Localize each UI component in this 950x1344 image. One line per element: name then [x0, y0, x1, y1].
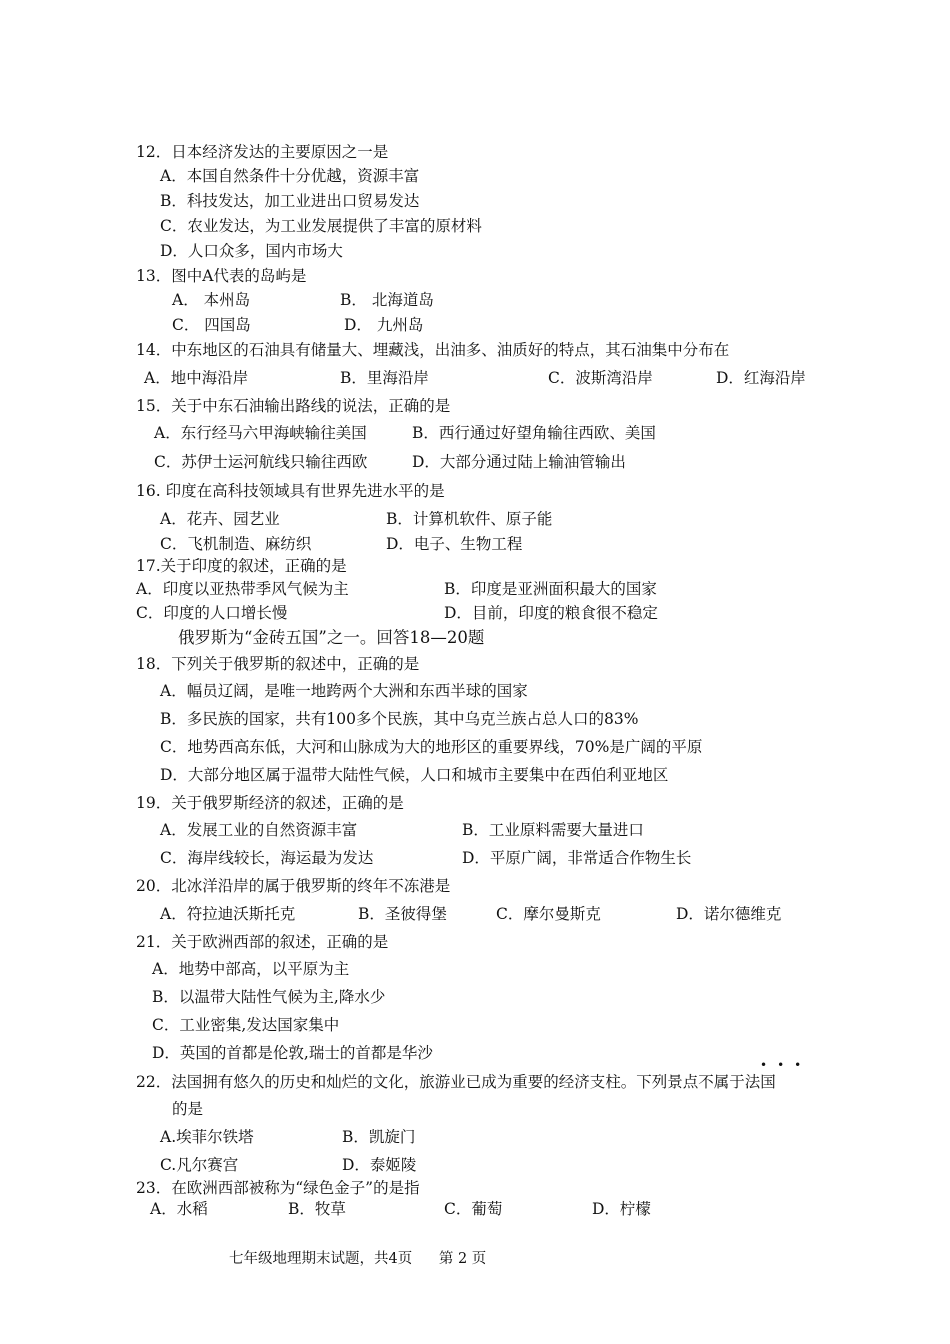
q20-option-d: D．诺尔德维克 [676, 905, 782, 923]
q12-option-b: B．科技发达，加工业进出口贸易发达 [160, 192, 420, 210]
q16-option-b: B．计算机软件、原子能 [386, 510, 553, 528]
q17-option-d: D．目前，印度的粮食很不稳定 [444, 604, 658, 622]
q12-option-a: A．本国自然条件十分优越，资源丰富 [160, 167, 420, 185]
q21-option-b: B．以温带大陆性气候为主,降水少 [152, 988, 386, 1006]
q21-option-a: A．地势中部高，以平原为主 [152, 960, 350, 978]
q14-option-d: D．红海沿岸 [716, 369, 806, 387]
q19-option-d: D．平原广阔，非常适合作物生长 [462, 849, 692, 867]
q20-stem: 20．北冰洋沿岸的属于俄罗斯的终年不冻港是 [136, 877, 451, 895]
q14-option-c: C．波斯湾沿岸 [548, 369, 653, 387]
q14-option-a: A．地中海沿岸 [144, 369, 249, 387]
q22-option-d: D．泰姬陵 [342, 1156, 417, 1174]
q16-option-c: C．飞机制造、麻纺织 [160, 535, 312, 553]
q22-option-c: C.凡尔赛宫 [160, 1156, 239, 1174]
q15-option-a: A．东行经马六甲海峡输往美国 [154, 424, 367, 442]
q19-option-c: C．海岸线较长，海运最为发达 [160, 849, 374, 867]
q23-stem: 23．在欧洲西部被称为“绿色金子”的是指 [136, 1179, 420, 1197]
q18-option-a: A．幅员辽阔，是唯一地跨两个大洲和东西半球的国家 [160, 682, 528, 700]
q19-option-b: B．工业原料需要大量进口 [462, 821, 644, 839]
q20-option-a: A．符拉迪沃斯托克 [160, 905, 296, 923]
q12-stem: 12．日本经济发达的主要原因之一是 [136, 143, 389, 161]
q22-stem: 22．法国拥有悠久的历史和灿烂的文化，旅游业已成为重要的经济支柱。下列景点不属于法国 [136, 1073, 776, 1091]
q17-option-c: C．印度的人口增长慢 [136, 604, 288, 622]
q15-option-c: C．苏伊士运河航线只输往西欧 [154, 453, 368, 471]
q21-option-c: C．工业密集,发达国家集中 [152, 1016, 340, 1034]
q16-stem: 16. 印度在高科技领域具有世界先进水平的是 [136, 482, 445, 500]
q20-option-c: C．摩尔曼斯克 [496, 905, 601, 923]
q23-option-b: B．牧草 [288, 1200, 346, 1218]
q16-option-d: D．电子、生物工程 [386, 535, 523, 553]
q22-stem-continued: 的是 [172, 1100, 204, 1118]
q14-option-b: B．里海沿岸 [340, 369, 429, 387]
q16-option-a: A．花卉、园艺业 [160, 510, 280, 528]
q13-option-d: D． 九州岛 [344, 316, 424, 334]
q17-stem: 17.关于印度的叙述，正确的是 [136, 557, 347, 575]
footer-exam-title: 七年级地理期末试题，共4页 [229, 1251, 413, 1267]
page-footer [229, 1247, 490, 1268]
q19-option-a: A．发展工业的自然资源丰富 [160, 821, 358, 839]
q15-stem: 15．关于中东石油输出路线的说法，正确的是 [136, 397, 451, 415]
section-heading-russia: 俄罗斯为“金砖五国”之一。回答18—20题 [178, 628, 485, 647]
footer-page-number: 第 2 页 [438, 1251, 487, 1267]
q19-stem: 19．关于俄罗斯经济的叙述，正确的是 [136, 794, 404, 812]
emphasis-dots: ••• [760, 1058, 812, 1072]
q13-option-c: C． 四国岛 [172, 316, 251, 334]
q12-option-d: D．人口众多，国内市场大 [160, 242, 343, 260]
q18-option-b: B．多民族的国家，共有100多个民族，其中乌克兰族占总人口的83% [160, 710, 639, 728]
q13-stem: 13．图中A代表的岛屿是 [136, 267, 307, 285]
q22-option-a: A.埃菲尔铁塔 [160, 1128, 254, 1146]
q23-option-a: A．水稻 [150, 1200, 208, 1218]
q21-option-d: D．英国的首都是伦敦,瑞士的首都是华沙 [152, 1044, 433, 1062]
q13-option-b: B． 北海道岛 [340, 291, 434, 309]
q23-option-c: C．葡萄 [444, 1200, 503, 1218]
q21-stem: 21．关于欧洲西部的叙述，正确的是 [136, 933, 389, 951]
q14-stem: 14．中东地区的石油具有储量大、埋藏浅，出油多、油质好的特点，其石油集中分布在 [136, 341, 730, 359]
q13-option-a: A． 本州岛 [172, 291, 251, 309]
q23-option-d: D．柠檬 [592, 1200, 651, 1218]
q17-option-b: B．印度是亚洲面积最大的国家 [444, 580, 657, 598]
q18-stem: 18．下列关于俄罗斯的叙述中，正确的是 [136, 655, 420, 673]
q15-option-d: D．大部分通过陆上输油管输出 [412, 453, 626, 471]
q12-option-c: C．农业发达，为工业发展提供了丰富的原材料 [160, 217, 482, 235]
q20-option-b: B．圣彼得堡 [358, 905, 447, 923]
q17-option-a: A．印度以亚热带季风气候为主 [136, 580, 349, 598]
q22-option-b: B．凯旋门 [342, 1128, 416, 1146]
q18-option-c: C．地势西高东低，大河和山脉成为大的地形区的重要界线，70%是广阔的平原 [160, 738, 703, 756]
q18-option-d: D．大部分地区属于温带大陆性气候，人口和城市主要集中在西伯利亚地区 [160, 766, 669, 784]
q15-option-b: B．西行通过好望角输往西欧、美国 [412, 424, 656, 442]
